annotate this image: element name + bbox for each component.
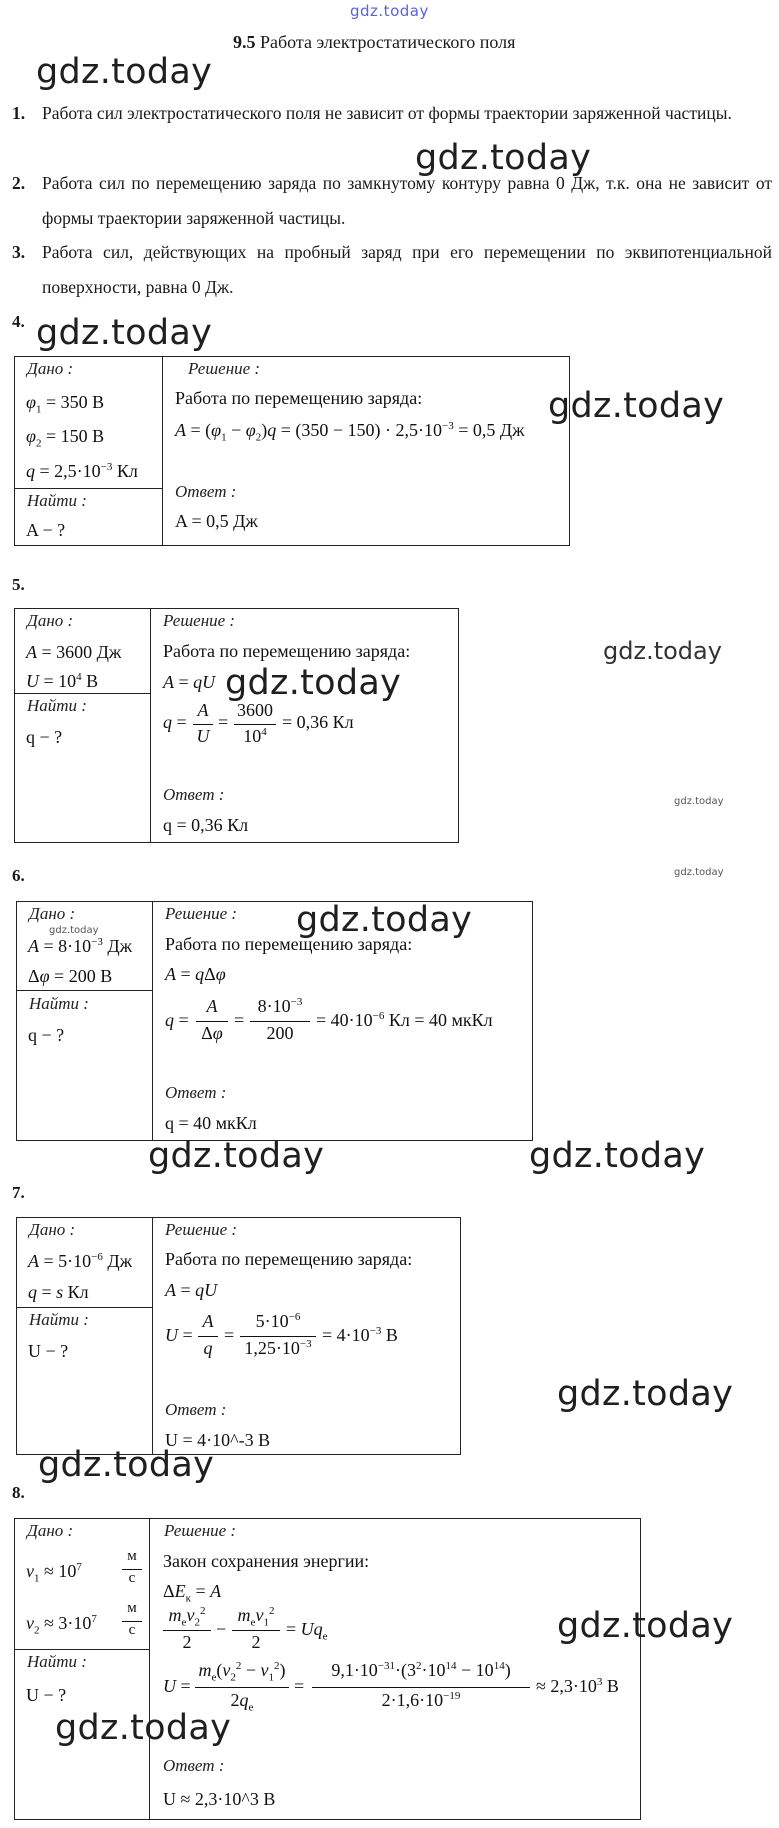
solution-label: Решение : xyxy=(165,904,238,923)
task-4-table xyxy=(14,356,570,546)
question-2: 2. Работа сил по перемещению заряда по замкнутому контуру равна 0 Дж, т.к. она не зависит от формы траектории заряженной частицы. xyxy=(12,173,772,228)
watermark: gdz.today xyxy=(36,313,213,353)
given-label: Дано : xyxy=(27,1521,74,1540)
question-1: 1. Работа сил электростатического поля не зависит от формы траектории заряженной частицы. xyxy=(12,103,732,123)
watermark: gdz.today xyxy=(603,637,722,665)
given-label: Дано : xyxy=(27,611,74,630)
solution-label: Решение : xyxy=(165,1220,238,1239)
watermark: gdz.today xyxy=(225,663,402,703)
task-number: 4. xyxy=(12,312,25,331)
section-number: 9.5 xyxy=(233,32,256,52)
watermark-small: gdz.today xyxy=(49,925,99,936)
watermark-small: gdz.today xyxy=(674,867,724,878)
solution-formula: A = qΔφ xyxy=(165,964,226,984)
solution-formula: $A = (\varphi_1 - \varphi_2)q = (350 - 150) \cdot 2,5\cdot 10^{-3} = 0,5$ Дж xyxy=(175,420,525,444)
solution-line: Закон сохранения энергии: xyxy=(163,1551,370,1571)
section-title-text: Работа электростатического поля xyxy=(260,32,516,52)
given-line: $A = 5\cdot 10^{-6}$ Дж xyxy=(28,1251,133,1271)
solution-line: Работа по перемещению заряда: xyxy=(165,934,413,954)
given-line: $U = 10^4$ В xyxy=(26,671,99,691)
watermark: gdz.today xyxy=(557,1606,734,1646)
solution-formula: $\Delta E_к = A$ xyxy=(163,1581,222,1605)
watermark: gdz.today xyxy=(36,52,213,92)
given-line: Δφ = 200 В xyxy=(28,966,113,986)
solution-line: Работа по перемещению заряда: xyxy=(163,641,411,661)
solution-label: Решение : xyxy=(188,359,261,378)
watermark: gdz.today xyxy=(557,1374,734,1414)
answer-label: Ответ : xyxy=(165,1083,227,1102)
given-label: Дано : xyxy=(29,1220,76,1239)
watermark: gdz.today xyxy=(55,1708,232,1748)
watermark: gdz.today xyxy=(415,138,592,178)
solution-line: Работа по перемещению заряда: xyxy=(165,1249,413,1269)
watermark: gdz.today xyxy=(548,386,725,426)
question-3: 3. Работа сил, действующих на пробный заряд при его перемещении по эквипотенциальной поверхности, равна 0 Дж. xyxy=(12,242,772,297)
task-number: 6. xyxy=(12,866,25,885)
section-title xyxy=(233,32,515,53)
answer-label: Ответ : xyxy=(163,1756,225,1775)
find-value: q − ? xyxy=(26,727,63,747)
given-line: q = s Кл xyxy=(28,1282,89,1302)
given-line: $A = 8\cdot 10^{-3}$ Дж xyxy=(28,936,133,956)
find-label: Найти : xyxy=(29,1310,89,1329)
answer-label: Ответ : xyxy=(163,785,225,804)
watermark-small: gdz.today xyxy=(674,796,724,807)
find-value: A − ? xyxy=(26,520,66,540)
given-line: $\varphi_2 = 150$ В xyxy=(26,426,105,450)
solution-formula: A = qU xyxy=(163,672,216,692)
task-number: 8. xyxy=(12,1483,25,1502)
answer-value: U ≈ 2,3·10^3 В xyxy=(163,1789,276,1809)
watermark: gdz.today xyxy=(296,900,473,940)
watermark: gdz.today xyxy=(38,1445,215,1485)
solution-line: Работа по перемещению заряда: xyxy=(175,388,423,408)
solution-label: Решение : xyxy=(164,1521,237,1540)
watermark: gdz.today xyxy=(529,1136,706,1176)
find-label: Найти : xyxy=(29,994,89,1013)
given-label: Дано : xyxy=(29,904,76,923)
solution-label: Решение : xyxy=(163,611,236,630)
answer-value: A = 0,5 Дж xyxy=(175,511,258,531)
answer-value: q = 0,36 Кл xyxy=(163,815,249,835)
solution-formula: A = qU xyxy=(165,1280,218,1300)
find-value: U − ? xyxy=(26,1685,67,1705)
given-line: $q = 2,5\cdot 10^{-3}$ Кл xyxy=(26,461,138,481)
find-value: q − ? xyxy=(28,1025,65,1045)
find-label: Найти : xyxy=(27,1652,87,1671)
task-number: 7. xyxy=(12,1183,25,1202)
answer-label: Ответ : xyxy=(165,1400,227,1419)
find-label: Найти : xyxy=(27,696,87,715)
answer-value: q = 40 мкКл xyxy=(165,1113,257,1133)
given-line: A = 3600 Дж xyxy=(26,642,122,662)
task-number: 5. xyxy=(12,575,25,594)
watermark-top: gdz.today xyxy=(350,2,429,20)
answer-label: Ответ : xyxy=(175,482,237,501)
given-label: Дано : xyxy=(27,359,74,378)
find-value: U − ? xyxy=(28,1341,69,1361)
answer-value: U = 4·10^-3 В xyxy=(165,1430,271,1450)
watermark: gdz.today xyxy=(148,1136,325,1176)
given-line: $\varphi_1 = 350$ В xyxy=(26,392,105,416)
find-label: Найти : xyxy=(27,491,87,510)
